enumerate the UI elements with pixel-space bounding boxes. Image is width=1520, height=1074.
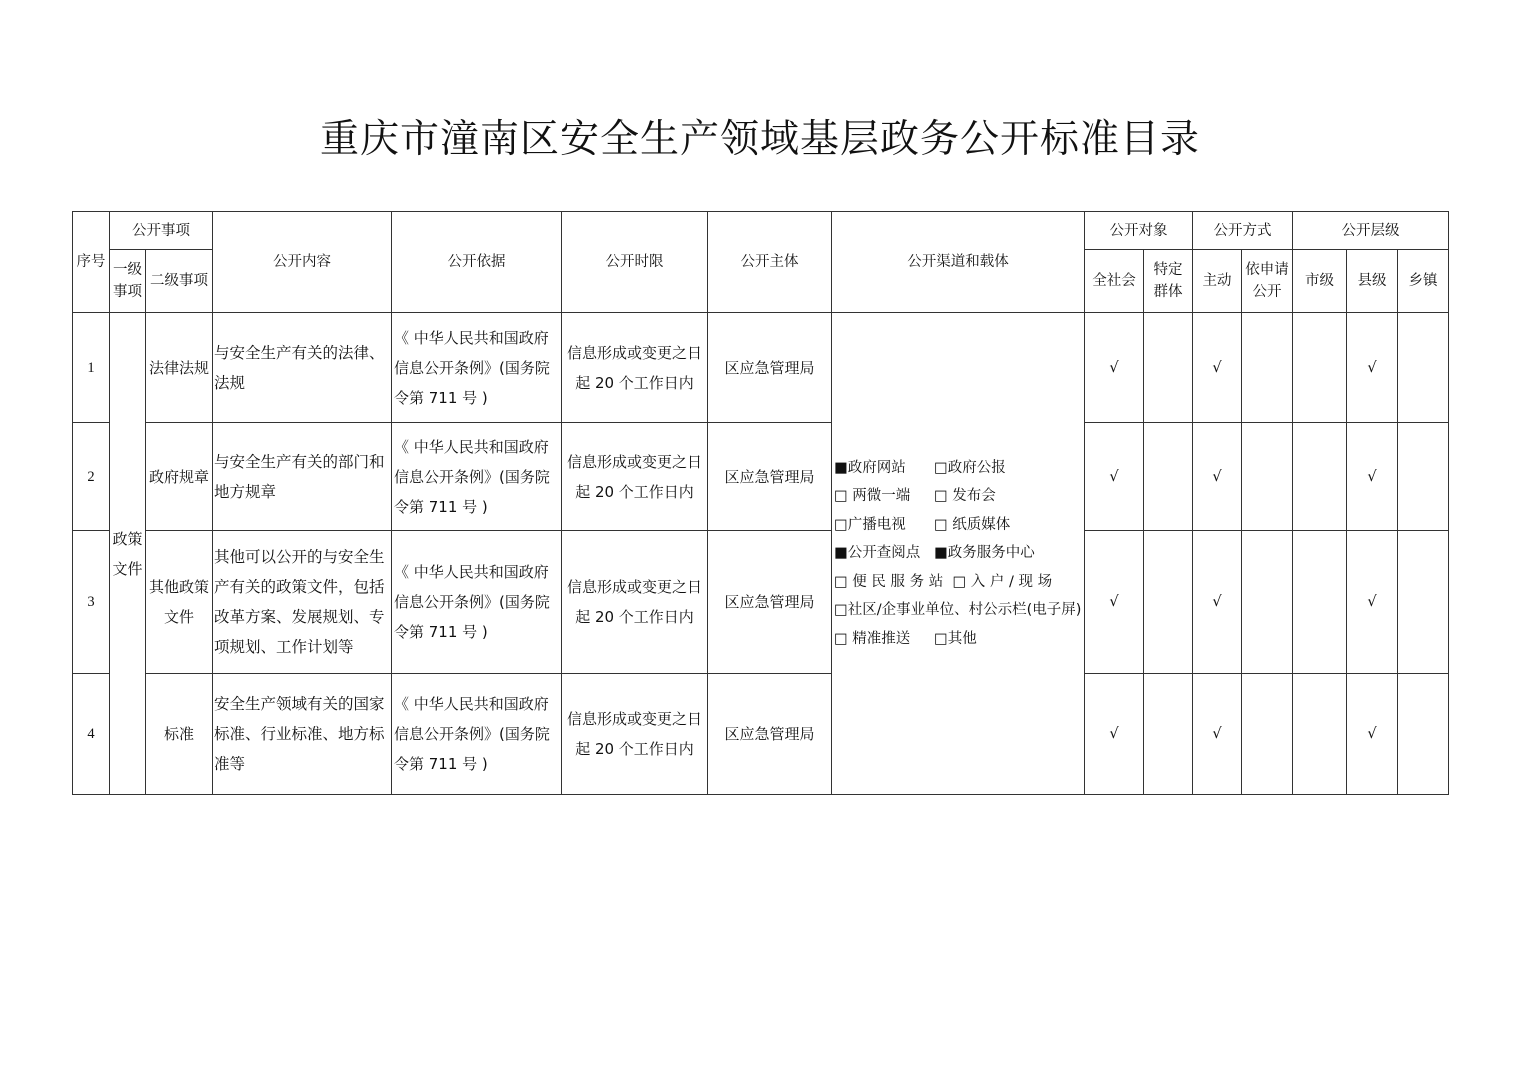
row-level2: 法律法规: [146, 313, 213, 423]
row-subject: 区应急管理局: [708, 313, 832, 423]
channels-list: [832, 313, 1085, 795]
page-title: 重庆市潼南区安全生产领域基层政务公开标准目录: [319, 117, 1200, 162]
table-row: [73, 674, 1449, 795]
header-level-town: 乡镇: [1398, 250, 1449, 313]
check-level-town: [1398, 423, 1449, 531]
header-target-specific: 特定 群体: [1144, 250, 1193, 313]
header-level1: 一级 事项: [110, 250, 146, 313]
check-level-city: [1293, 674, 1347, 795]
check-level-city: [1293, 423, 1347, 531]
check-level-town: [1398, 313, 1449, 423]
row-time-limit: 信息形成或变更之日起 20 个工作日内: [562, 531, 708, 674]
check-level-city: [1293, 531, 1347, 674]
row-seq: 3: [73, 531, 110, 674]
check-target-specific: [1144, 313, 1193, 423]
check-level-county: √: [1347, 531, 1398, 674]
row-basis: 《 中华人民共和国政府信息公开条例》(国务院令第 711 号 ): [392, 313, 562, 423]
row-content: 与安全生产有关的法律、法规: [213, 313, 392, 423]
header-level-county: 县级: [1347, 250, 1398, 313]
check-method-active: √: [1193, 674, 1242, 795]
check-target-specific: [1144, 674, 1193, 795]
level1-item: 政策 文件: [110, 313, 146, 795]
channel-line: ■公开查阅点 ■政务服务中心: [834, 545, 1035, 562]
channel-line: □ 便 民 服 务 站 □ 入 户 / 现 场: [834, 573, 1053, 590]
header-disclosure-item: 公开事项: [110, 212, 213, 250]
check-target-all: √: [1085, 674, 1144, 795]
check-method-apply: [1242, 423, 1293, 531]
row-level2: 其他政策文件: [146, 531, 213, 674]
table-row: [73, 423, 1449, 531]
check-level-county: √: [1347, 313, 1398, 423]
header-target-all: 全社会: [1085, 250, 1144, 313]
check-method-active: √: [1193, 423, 1242, 531]
row-time-limit: 信息形成或变更之日起 20 个工作日内: [562, 423, 708, 531]
check-level-county: √: [1347, 674, 1398, 795]
channel-line: □ 两微一端 □ 发布会: [834, 488, 996, 505]
channel-line: □ 精准推送 □其他: [834, 630, 977, 647]
check-target-specific: [1144, 423, 1193, 531]
row-content: 与安全生产有关的部门和地方规章: [213, 423, 392, 531]
check-method-active: √: [1193, 531, 1242, 674]
row-content: 其他可以公开的与安全生产有关的政策文件，包括改革方案、发展规划、专项规划、工作计划等: [213, 531, 392, 674]
check-method-apply: [1242, 531, 1293, 674]
row-level2: 标准: [146, 674, 213, 795]
header-level: 公开层级: [1293, 212, 1449, 250]
row-subject: 区应急管理局: [708, 531, 832, 674]
header-basis: 公开依据: [392, 212, 562, 313]
header-channels: 公开渠道和载体: [832, 212, 1085, 313]
row-seq: 1: [73, 313, 110, 423]
header-method-apply: 依申请 公开: [1242, 250, 1293, 313]
channel-line: □广播电视 □ 纸质媒体: [834, 516, 1011, 533]
row-time-limit: 信息形成或变更之日起 20 个工作日内: [562, 674, 708, 795]
row-seq: 4: [73, 674, 110, 795]
check-target-specific: [1144, 531, 1193, 674]
row-seq: 2: [73, 423, 110, 531]
check-level-town: [1398, 531, 1449, 674]
header-seq: 序号: [73, 212, 110, 313]
row-level2: 政府规章: [146, 423, 213, 531]
check-target-all: √: [1085, 423, 1144, 531]
channel-line: □社区/企事业单位、村公示栏(电子屏): [834, 602, 1082, 619]
check-target-all: √: [1085, 313, 1144, 423]
header-level2: 二级事项: [146, 250, 213, 313]
row-subject: 区应急管理局: [708, 674, 832, 795]
row-subject: 区应急管理局: [708, 423, 832, 531]
channel-line: ■政府网站 □政府公报: [834, 459, 1006, 476]
check-method-apply: [1242, 313, 1293, 423]
catalog-table: [72, 211, 1449, 795]
header-method: 公开方式: [1193, 212, 1293, 250]
row-basis: 《 中华人民共和国政府信息公开条例》(国务院令第 711 号 ): [392, 423, 562, 531]
header-target: 公开对象: [1085, 212, 1193, 250]
row-content: 安全生产领域有关的国家标准、行业标准、地方标准等: [213, 674, 392, 795]
check-target-all: √: [1085, 531, 1144, 674]
row-time-limit: 信息形成或变更之日起 20 个工作日内: [562, 313, 708, 423]
header-time-limit: 公开时限: [562, 212, 708, 313]
row-basis: 《 中华人民共和国政府信息公开条例》(国务院令第 711 号 ): [392, 531, 562, 674]
header-content: 公开内容: [213, 212, 392, 313]
header-row-1: [73, 212, 1449, 250]
check-level-town: [1398, 674, 1449, 795]
table-row: [73, 531, 1449, 674]
row-basis: 《 中华人民共和国政府信息公开条例》(国务院令第 711 号 ): [392, 674, 562, 795]
header-method-active: 主动: [1193, 250, 1242, 313]
check-level-city: [1293, 313, 1347, 423]
table-row: [73, 313, 1449, 423]
check-level-county: √: [1347, 423, 1398, 531]
check-method-active: √: [1193, 313, 1242, 423]
header-level-city: 市级: [1293, 250, 1347, 313]
check-method-apply: [1242, 674, 1293, 795]
header-subject: 公开主体: [708, 212, 832, 313]
